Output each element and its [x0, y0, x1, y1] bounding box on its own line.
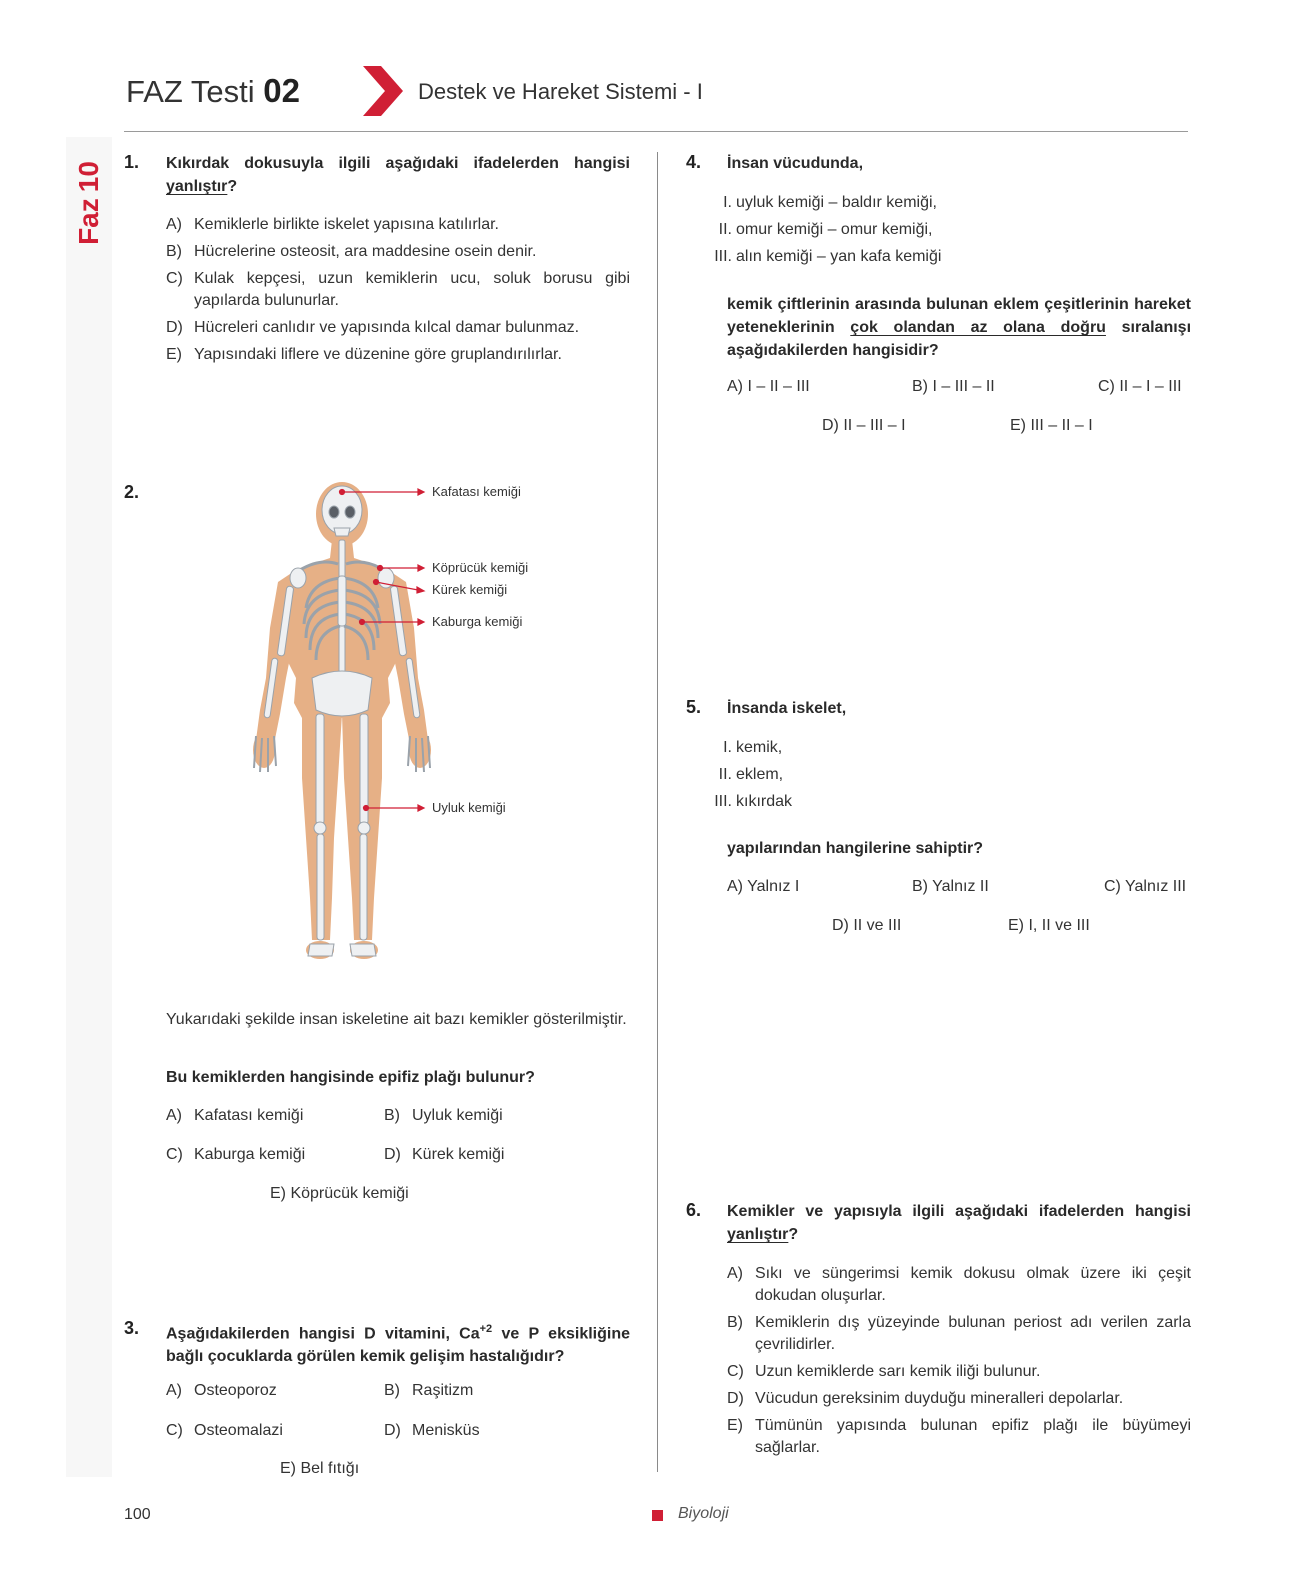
question-stem — [727, 293, 1191, 362]
answer-letter: E) — [1010, 417, 1026, 434]
option-letter: E) — [166, 346, 182, 363]
option-text: Kafatası kemiği — [194, 1107, 304, 1124]
answer-text: I – III – II — [932, 378, 995, 395]
option-text: Vücudun gereksinim duyduğu mineralleri depolarlar. — [755, 1390, 1124, 1407]
option-text: Kulak kepçesi, uzun kemiklerin ucu, soluk borusu gibi yapılarda bulunurlar. — [194, 270, 630, 309]
answer-text: II – III – I — [843, 417, 906, 434]
grade-number: 10 — [73, 161, 104, 193]
roman-text: kıkırdak — [736, 793, 793, 810]
option-d[interactable] — [166, 317, 630, 339]
stem-text-rest: sıralanışı aşağıdakilerden hangisidir? — [727, 319, 1192, 359]
column-divider — [657, 152, 658, 1472]
option-text: Yapısındaki liflere ve düzenine göre gruplandırılırlar. — [194, 346, 562, 363]
option-d[interactable] — [727, 1388, 1191, 1410]
roman-text: kemik, — [736, 739, 783, 756]
option-letter: A) — [727, 1265, 743, 1282]
answer-a[interactable] — [727, 378, 810, 396]
question-stem: Bu kemiklerden hangisinde epifiz plağı bulunur? — [166, 1069, 535, 1086]
side-strip — [66, 137, 112, 1477]
answer-e[interactable] — [1008, 917, 1090, 935]
option-b[interactable] — [384, 1380, 473, 1402]
option-d[interactable] — [384, 1420, 480, 1442]
roman-text: alın kemiği – yan kafa kemiği — [736, 248, 942, 265]
skeleton-illustration — [240, 478, 540, 988]
stem-emphasis: çok olandan az olana doğru — [850, 319, 1106, 336]
test-title-prefix: FAZ Testi — [126, 74, 255, 109]
answer-letter: C) — [1104, 878, 1121, 895]
answer-b[interactable] — [912, 378, 995, 396]
answer-letter: E) — [1008, 917, 1024, 934]
option-b[interactable] — [384, 1105, 503, 1127]
option-letter: D) — [384, 1422, 401, 1439]
option-e[interactable] — [270, 1183, 409, 1205]
option-letter: A) — [166, 216, 182, 233]
roman-numeral: I. — [723, 194, 732, 211]
option-text: Bel fıtığı — [300, 1460, 360, 1477]
answer-d[interactable] — [822, 417, 906, 435]
square-icon — [652, 1510, 663, 1521]
option-text: Menisküs — [412, 1422, 480, 1439]
option-e[interactable] — [280, 1458, 359, 1480]
answer-letter: D) — [822, 417, 839, 434]
option-b[interactable] — [166, 241, 630, 263]
option-text: Hücrelerine osteosit, ara maddesine osein denir. — [194, 243, 537, 260]
stem-emphasis: yanlıştır — [166, 178, 228, 195]
option-text: Kemiklerin dış yüzeyinde bulunan periost adı verilen zarla çevrilidirler. — [755, 1314, 1191, 1353]
roman-item — [706, 761, 792, 788]
option-letter: E) — [727, 1417, 743, 1434]
option-text: Hücreleri canlıdır ve yapısında kılcal damar bulunmaz. — [194, 319, 580, 336]
question-number: 1. — [124, 152, 140, 172]
skeleton-figure — [240, 478, 540, 988]
option-letter: A) — [166, 1382, 182, 1399]
stem-mark: ? — [788, 1226, 799, 1243]
roman-numeral: III. — [714, 793, 732, 810]
roman-list — [706, 734, 792, 815]
roman-text: eklem, — [736, 766, 784, 783]
roman-numeral: II. — [718, 766, 732, 783]
question-intro: İnsanda iskelet, — [727, 700, 847, 717]
option-text: Kürek kemiği — [412, 1146, 505, 1163]
option-c[interactable] — [166, 268, 630, 312]
answer-c[interactable] — [1098, 378, 1182, 396]
option-text: Tümünün yapısında bulunan epifiz plağı ile büyümeyi sağlarlar. — [755, 1417, 1191, 1456]
stem-text-rest: ve P eksikliğine bağlı çocuklarda görülen kemik gelişim hastalığıdır? — [166, 1325, 630, 1366]
option-letter: B) — [384, 1382, 400, 1399]
stem-text: Aşağıdakilerden hangisi D vitamini, Ca — [166, 1325, 480, 1343]
label-femur: Uyluk kemiği — [432, 800, 506, 815]
stem-text: kemik çiftlerinin arasında bulunan eklem çeşitlerinin hareket yeteneklerinin — [727, 296, 1191, 336]
option-text: Osteomalazi — [194, 1422, 283, 1439]
stem-text: Kemikler ve yapısıyla ilgili aşağıdaki ifadelerden hangisi — [727, 1203, 1191, 1220]
roman-item — [706, 243, 941, 270]
question-stem — [166, 152, 630, 198]
question-stem — [727, 1200, 1191, 1246]
option-c[interactable] — [166, 1144, 305, 1166]
label-clavicle: Köprücük kemiği — [432, 560, 529, 575]
q1-options — [166, 214, 630, 366]
option-e[interactable] — [166, 344, 630, 366]
stem-mark: ? — [227, 178, 238, 195]
option-a[interactable] — [727, 1263, 1191, 1307]
roman-text: uyluk kemiği – baldır kemiği, — [736, 194, 937, 211]
header-divider — [124, 131, 1188, 132]
question-intro: İnsan vücudunda, — [727, 155, 864, 172]
stem-emphasis: yanlıştır — [727, 1226, 789, 1243]
option-letter: A) — [166, 1107, 182, 1124]
roman-numeral: I. — [723, 739, 732, 756]
option-text: Köprücük kemiği — [290, 1185, 409, 1202]
label-rib: Kaburga kemiği — [432, 614, 523, 629]
page-number: 100 — [124, 1506, 151, 1523]
answer-a[interactable] — [727, 878, 799, 896]
option-letter: C) — [166, 1422, 183, 1439]
label-skull: Kafatası kemiği — [432, 484, 521, 499]
answer-letter: D) — [832, 917, 849, 934]
stem-text: Kıkırdak dokusuyla ilgili aşağıdaki ifadelerden hangisi — [166, 155, 630, 172]
option-letter: B) — [166, 243, 182, 260]
option-a[interactable] — [166, 214, 630, 236]
roman-list — [706, 189, 941, 270]
option-letter: C) — [727, 1363, 744, 1380]
option-a[interactable] — [166, 1380, 277, 1402]
option-letter: C) — [166, 1146, 183, 1163]
option-text: Kaburga kemiği — [194, 1146, 306, 1163]
answer-e[interactable] — [1010, 417, 1093, 435]
roman-item — [706, 216, 941, 243]
question-number: 5. — [686, 697, 702, 717]
roman-numeral: III. — [714, 248, 732, 265]
question-number: 4. — [686, 152, 702, 172]
test-title — [126, 72, 300, 110]
option-text: Uyluk kemiği — [412, 1107, 503, 1124]
answer-text: Yalnız III — [1125, 878, 1187, 895]
answer-letter: A) — [727, 378, 743, 395]
option-text: Raşitizm — [412, 1382, 474, 1399]
option-letter: B) — [384, 1107, 400, 1124]
option-text: Sıkı ve süngerimsi kemik dokusu olmak üzere iki çeşit dokudan oluşurlar. — [755, 1265, 1191, 1304]
question-stem — [166, 1318, 630, 1368]
question-text: Yukarıdaki şekilde insan iskeletine ait bazı kemikler gösterilmiştir. — [166, 1011, 627, 1028]
question-number: 3. — [124, 1318, 140, 1338]
answer-letter: C) — [1098, 378, 1115, 395]
question-number: 6. — [686, 1200, 702, 1220]
option-a[interactable] — [166, 1105, 303, 1127]
option-letter: E) — [270, 1185, 286, 1202]
answer-text: I – II – III — [747, 378, 810, 395]
option-b[interactable] — [727, 1312, 1191, 1356]
answer-text: Yalnız II — [932, 878, 989, 895]
option-d[interactable] — [384, 1144, 504, 1166]
subject-label: Biyoloji — [678, 1505, 729, 1522]
option-letter: D) — [384, 1146, 401, 1163]
option-letter: C) — [166, 270, 183, 287]
unit-title: Destek ve Hareket Sistemi - I — [418, 79, 703, 104]
answer-letter: B) — [912, 878, 928, 895]
test-number: 02 — [263, 72, 300, 109]
q6-options — [727, 1263, 1191, 1459]
answer-text: II – I – III — [1119, 378, 1182, 395]
answer-letter: A) — [727, 878, 743, 895]
roman-item — [706, 788, 792, 815]
answer-letter: B) — [912, 378, 928, 395]
option-letter: D) — [727, 1390, 744, 1407]
answer-c[interactable] — [1104, 878, 1186, 896]
option-letter: B) — [727, 1314, 743, 1331]
roman-item — [706, 189, 941, 216]
side-tab-label — [66, 148, 112, 258]
option-e[interactable] — [727, 1415, 1191, 1459]
option-letter: D) — [166, 319, 183, 336]
roman-text: omur kemiği – omur kemiği, — [736, 221, 933, 238]
question-number: 2. — [124, 482, 140, 502]
option-c[interactable] — [727, 1361, 1191, 1383]
answer-text: II ve III — [853, 917, 902, 934]
answer-text: I, II ve III — [1028, 917, 1090, 934]
brand-logo: Faz — [73, 198, 104, 245]
option-text: Osteoporoz — [194, 1382, 277, 1399]
answer-b[interactable] — [912, 878, 989, 896]
option-letter: E) — [280, 1460, 296, 1477]
option-c[interactable] — [166, 1420, 283, 1442]
option-text: Kemiklerle birlikte iskelet yapısına katılırlar. — [194, 216, 499, 233]
label-scapula: Kürek kemiği — [432, 582, 508, 597]
roman-item — [706, 734, 792, 761]
answer-d[interactable] — [832, 917, 901, 935]
chevron-right-icon — [363, 66, 403, 121]
question-stem: yapılarından hangilerine sahiptir? — [727, 840, 984, 857]
answer-text: III – II – I — [1030, 417, 1093, 434]
answer-text: Yalnız I — [747, 878, 800, 895]
stem-superscript: +2 — [479, 1323, 493, 1335]
roman-numeral: II. — [718, 221, 732, 238]
option-text: Uzun kemiklerde sarı kemik iliği bulunur. — [755, 1363, 1041, 1380]
